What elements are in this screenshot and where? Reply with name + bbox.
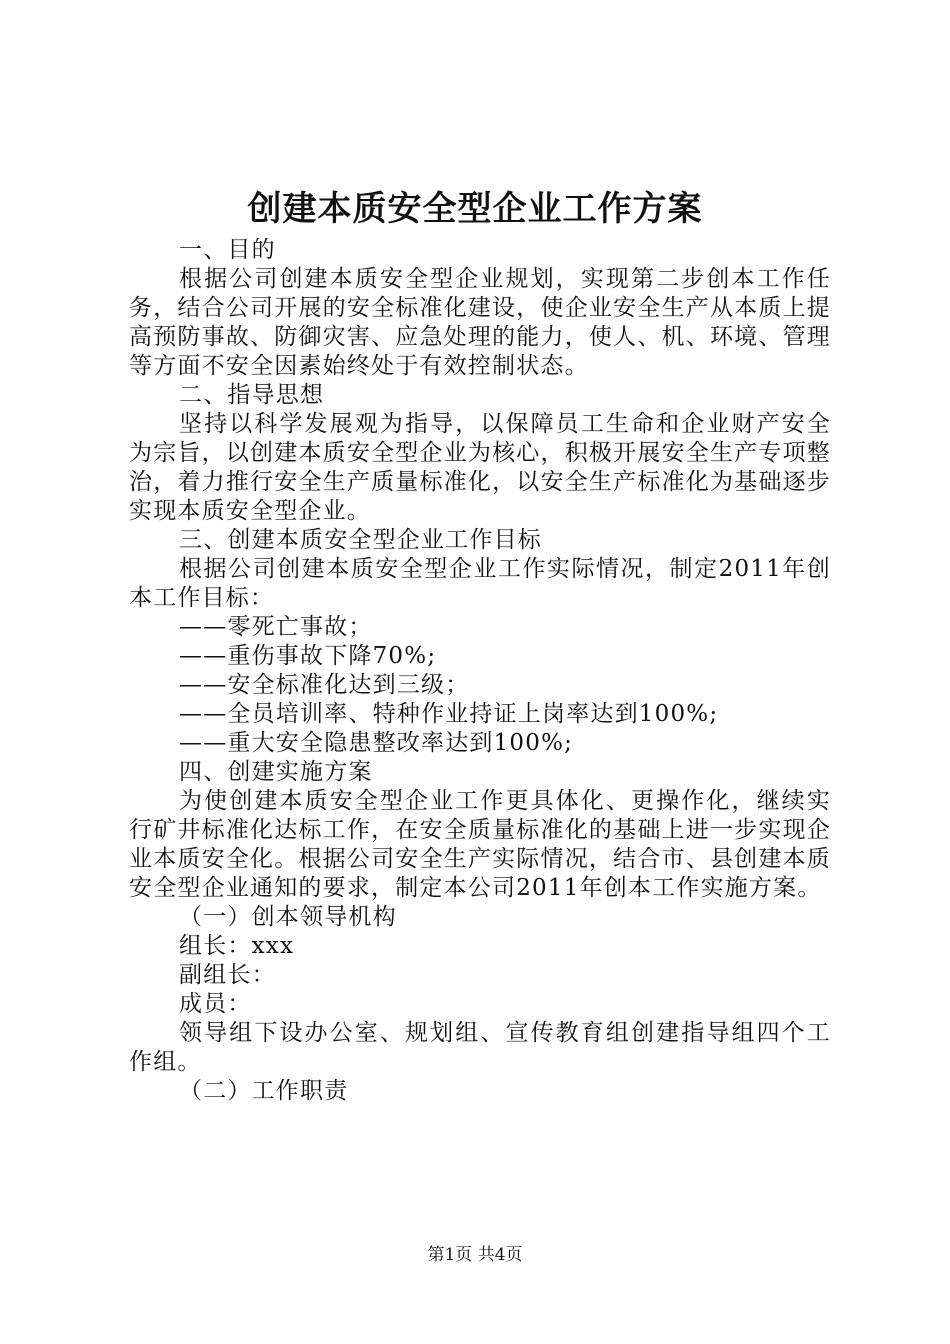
list-item: ——安全标准化达到三级；	[179, 672, 470, 698]
section-heading: 一、目的	[179, 237, 276, 263]
page-footer: 第1页 共4页	[427, 1245, 523, 1265]
section-heading: 四、创建实施方案	[179, 759, 373, 785]
list-item: ——重大安全隐患整改率达到100%;	[179, 730, 574, 756]
list-item: ——零死亡事故；	[179, 614, 373, 640]
paragraph: 领导组下设办公室、规划组、宣传教育组创建指导组四个工作组。	[129, 1020, 831, 1075]
list-item: ——重伤事故下降70%;	[179, 643, 437, 669]
document-body	[129, 236, 831, 1106]
list-item: ——全员培训率、特种作业持证上岗率达到100%;	[179, 701, 719, 727]
paragraph: 为使创建本质安全型企业工作更具体化、更操作化，继续实行矿井标准化达标工作，在安全质量标准化的基础上进一步实现企业本质安全化。根据公司安全生产实际情况，结合市、县创建本质安全型企业通知的要求，制定本公司2011年创本工作实施方案。	[129, 788, 831, 901]
paragraph: 成员：	[179, 991, 252, 1017]
paragraph: 根据公司创建本质安全型企业规划，实现第二步创本工作任务，结合公司开展的安全标准化建设，使企业安全生产从本质上提高预防事故、防御灾害、应急处理的能力，使人、机、环境、管理等方面不安全因素始终处于有效控制状态。	[129, 266, 831, 379]
paragraph: 副组长：	[179, 962, 276, 988]
document-title: 创建本质安全型企业工作方案	[247, 189, 703, 229]
section-heading: 三、创建本质安全型企业工作目标	[179, 527, 542, 553]
section-heading: 二、指导思想	[179, 382, 325, 408]
subsection-heading: （二）工作职责	[179, 1078, 349, 1104]
paragraph: 组长：xxx	[179, 933, 295, 959]
paragraph: 坚持以科学发展观为指导，以保障员工生命和企业财产安全为宗旨，以创建本质安全型企业为核心，积极开展安全生产专项整治，着力推行安全生产质量标准化，以安全生产标准化为基础逐步实现本质安全型企业。	[129, 411, 831, 524]
paragraph: 根据公司创建本质安全型企业工作实际情况，制定2011年创本工作目标：	[129, 556, 831, 611]
subsection-heading: （一）创本领导机构	[179, 904, 397, 930]
